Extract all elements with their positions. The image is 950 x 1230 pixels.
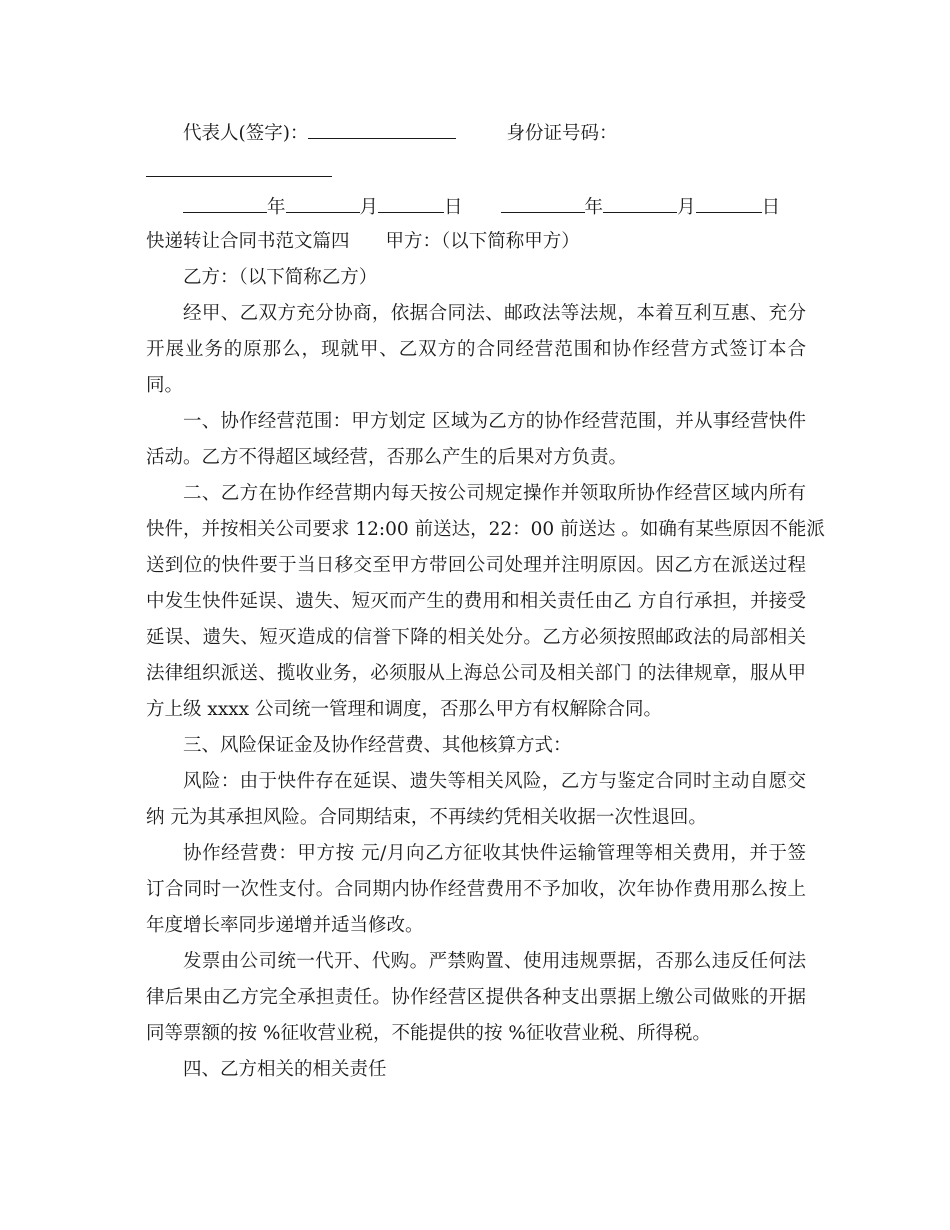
paragraph-line: 方上级 xxxx 公司统一管理和调度，否那么甲方有权解除合同。 (146, 699, 662, 720)
signature-line (183, 120, 806, 146)
paragraph-line: 送到位的快件要于当日移交至甲方带回公司处理并注明原因。因乙方在派送过程 (146, 555, 806, 576)
section-title: 快递转让合同书范文篇四 (146, 231, 350, 252)
party-b-label: 乙方：（以下简称乙方） (183, 267, 378, 288)
id-number-label: 身份证号码： (506, 123, 618, 144)
date-blank (603, 194, 677, 213)
paragraph-line: 四、乙方相关的相关责任 (183, 1059, 387, 1080)
paragraph-line: 经甲、乙双方充分协商，依据合同法、邮政法等法规，本着互利互惠、充分 (183, 303, 806, 324)
paragraph-line: 一、协作经营范围：甲方划定 区域为乙方的协作经营范围，并从事经营快件 (183, 411, 806, 432)
date-blank (378, 194, 444, 213)
id-number-blank (146, 176, 332, 177)
paragraph-line: 发票由公司统一代开、代购。严禁购置、使用违规票据，否那么违反任何法 (183, 951, 806, 972)
section-heading-line (146, 230, 806, 254)
paragraph-line: 订合同时一次性支付。合同期内协作经营费用不予加收，次年协作费用那么按上 (146, 879, 806, 900)
paragraph-line: 法律组织派送、揽收业务，必须服从上海总公司及相关部门 的法律规章，服从甲 (146, 663, 806, 684)
paragraph-line: 中发生快件延误、遗失、短灭而产生的费用和相关责任由乙 方自行承担，并接受 (146, 591, 806, 612)
paragraph-line: 律后果由乙方完全承担责任。协作经营区提供各种支出票据上缴公司做账的开据 (146, 987, 806, 1008)
date-blank (183, 194, 267, 213)
day-label: 日 (761, 197, 781, 218)
representative-signature-blank (308, 120, 456, 139)
paragraph-line: 同等票额的按 %征收营业税，不能提供的按 %征收营业税、所得税。 (146, 1023, 711, 1044)
date-blank (696, 194, 762, 213)
paragraph-line: 延误、遗失、短灭造成的信誉下降的相关处分。乙方必须按照邮政法的局部相关 (146, 627, 806, 648)
party-a-label: 甲方：（以下简称甲方） (385, 231, 580, 252)
date-blank (501, 194, 585, 213)
paragraph-line: 三、风险保证金及协作经营费、其他核算方式： (183, 735, 572, 756)
month-label: 月 (359, 197, 379, 218)
date-blank (286, 194, 360, 213)
paragraph-line: 协作经营费：甲方按 元/月向乙方征收其快件运输管理等相关费用，并于签 (183, 843, 806, 864)
year-label: 年 (267, 197, 286, 218)
paragraph-line: 风险：由于快件存在延误、遗失等相关风险，乙方与鉴定合同时主动自愿交 (183, 771, 806, 792)
paragraph-line: 年度增长率同步递增并适当修改。 (146, 915, 424, 936)
paragraph-line: 开展业务的原那么，现就甲、乙双方的合同经营范围和协作经营方式签订本合 (146, 339, 806, 360)
paragraph-line: 同。 (146, 375, 184, 396)
paragraph-line: 二、乙方在协作经营期内每天按公司规定操作并领取所协作经营区域内所有 (183, 483, 806, 504)
day-label: 日 (444, 197, 463, 218)
date-line (183, 194, 806, 220)
paragraph-line: 活动。乙方不得超区域经营，否那么产生的后果对方负责。 (146, 447, 628, 468)
paragraph-line: 快件，并按相关公司要求 12:00 前送达，22：00 前送达 。如确有某些原因不能派 (146, 519, 825, 540)
year-label: 年 (584, 197, 604, 218)
representative-label: 代表人(签字)： (183, 123, 309, 144)
paragraph-line: 纳 元为其承担风险。合同期结束，不再续约凭相关收据一次性退回。 (146, 807, 707, 828)
month-label: 月 (677, 197, 696, 218)
